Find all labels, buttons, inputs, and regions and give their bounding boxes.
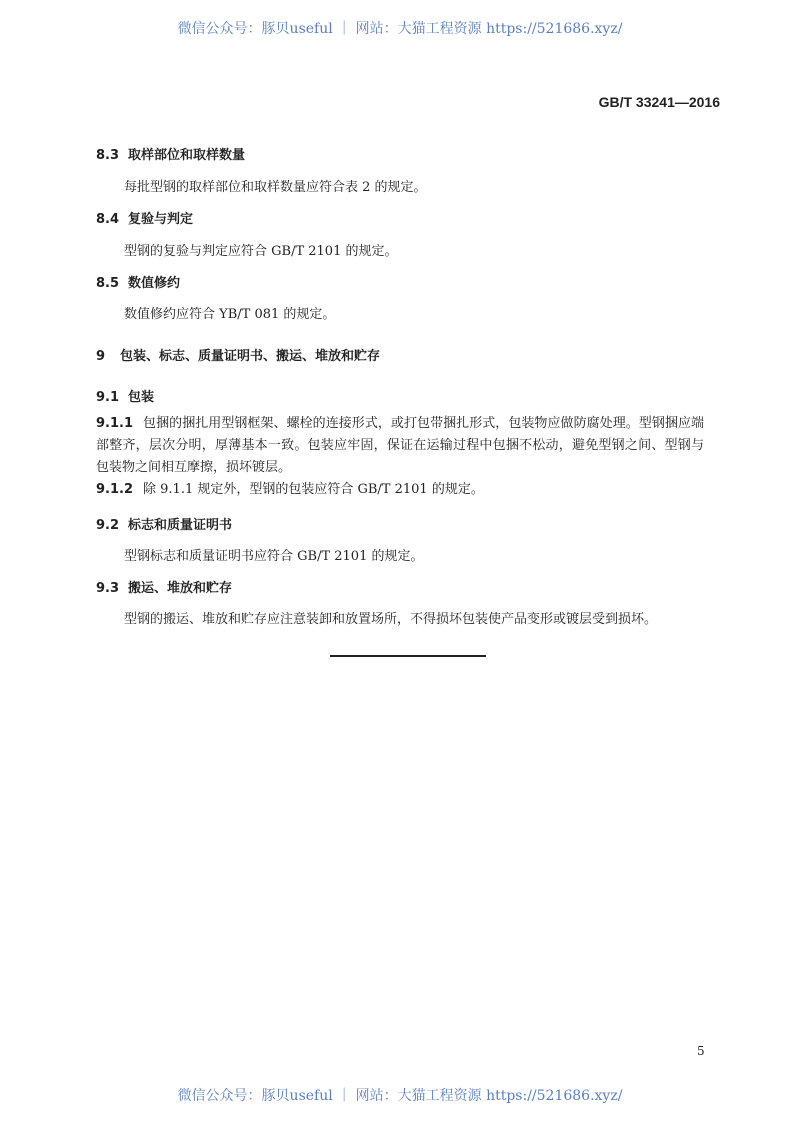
paragraph: 每批型钢的取样部位和取样数量应符合表 2 的规定。	[124, 180, 427, 195]
watermark-top: 微信公众号：豚贝useful ｜ 网站：大猫工程资源 https://521686.xyz/	[177, 21, 623, 37]
heading-8-5: 8.5 数值修约	[96, 276, 181, 291]
clause-9-1-1: 9.1.1 包捆的捆扎用型钢框架、螺栓的连接形式，或打包带捆扎形式，包装物应做防腐处理。型钢捆应端部整齐，层次分明，厚薄基本一致。包装应牢固，保证在运输过程中包捆不松动，避免型钢之间、型钢与包装物之间相互摩擦，损坏镀层。	[96, 416, 704, 475]
heading-8-3: 8.3 取样部位和取样数量	[96, 148, 246, 163]
paragraph: 型钢标志和质量证明书应符合 GB/T 2101 的规定。	[124, 549, 424, 564]
page-number: 5	[697, 1044, 705, 1058]
paragraph: 型钢的搬运、堆放和贮存应注意装卸和放置场所，不得损坏包装使产品变形或镀层受到损坏。	[124, 612, 658, 627]
end-rule	[330, 655, 486, 657]
heading-9-2: 9.2 标志和质量证明书	[96, 518, 233, 533]
heading-9: 9 包装、标志、质量证明书、搬运、堆放和贮存	[96, 349, 381, 364]
heading-9-1: 9.1 包装	[96, 390, 155, 405]
heading-9-3: 9.3 搬运、堆放和贮存	[96, 581, 233, 596]
clause-9-1-2: 9.1.2 除 9.1.1 规定外，型钢的包装应符合 GB/T 2101 的规定。	[96, 482, 484, 497]
paragraph: 数值修约应符合 YB/T 081 的规定。	[124, 307, 336, 322]
heading-8-4: 8.4 复验与判定	[96, 212, 194, 227]
paragraph: 型钢的复验与判定应符合 GB/T 2101 的规定。	[124, 244, 398, 259]
watermark-bottom: 微信公众号：豚贝useful ｜ 网站：大猫工程资源 https://521686.xyz/	[177, 1088, 623, 1104]
standard-number: GB/T 33241—2016	[598, 94, 720, 110]
